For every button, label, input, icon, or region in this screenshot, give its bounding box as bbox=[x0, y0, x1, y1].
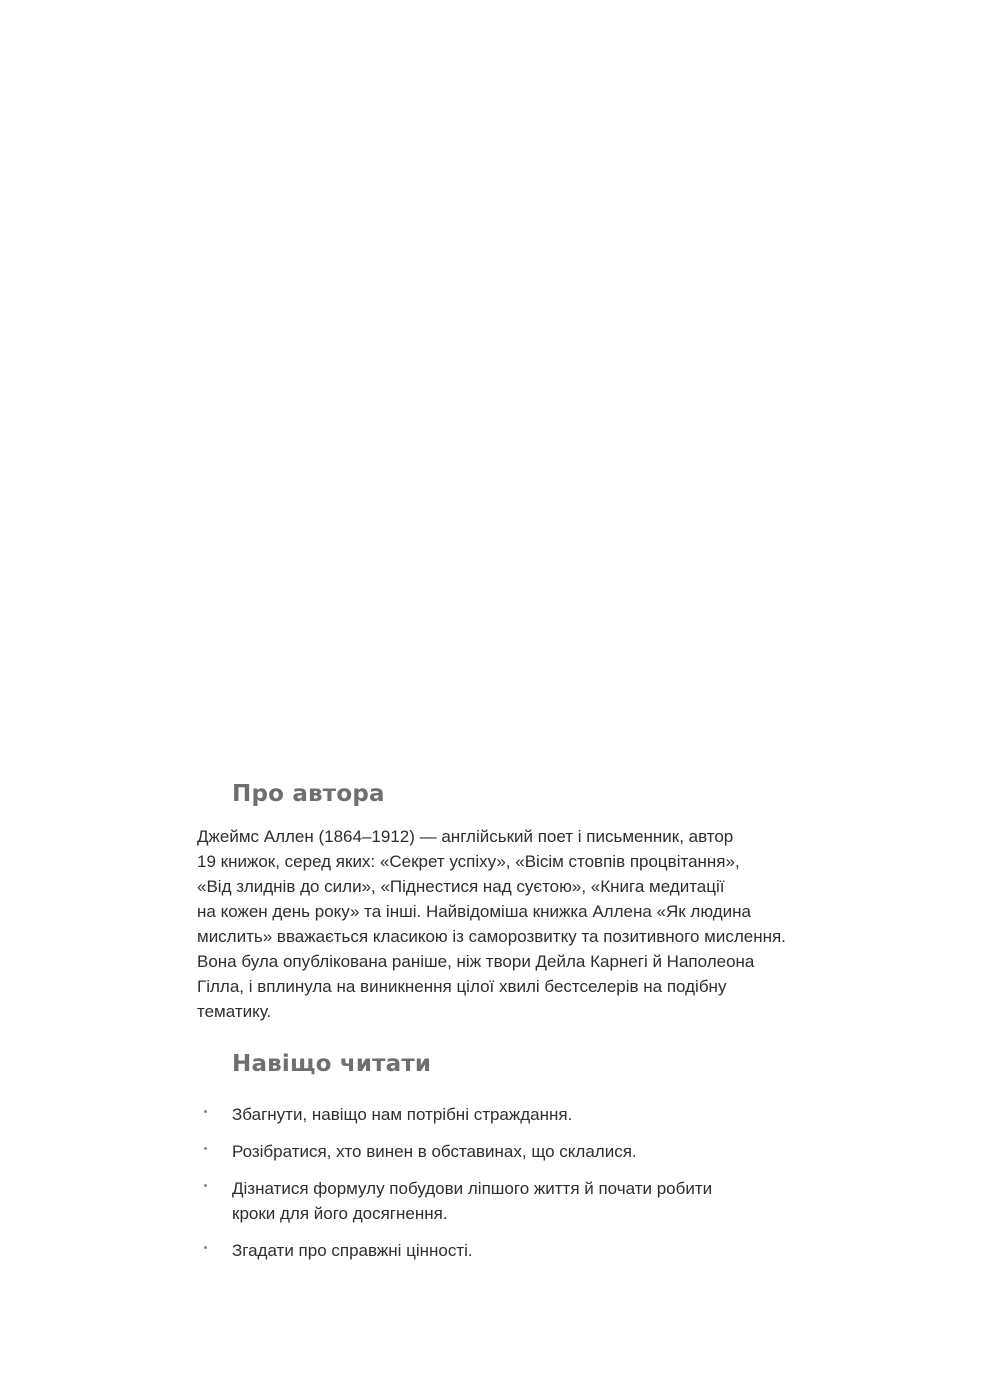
about-author-paragraph bbox=[197, 824, 837, 1024]
list-item bbox=[197, 1102, 837, 1127]
list-item-text: Збагнути, навіщо нам потрібні страждання. bbox=[232, 1105, 573, 1124]
list-item bbox=[197, 1238, 837, 1263]
paragraph-line: тематику. bbox=[197, 1002, 272, 1021]
list-item-text: Дізнатися формулу побудови ліпшого життя й почати робити bbox=[232, 1179, 713, 1198]
paragraph-line: 19 книжок, серед яких: «Секрет успіху», «Вісім стовпів процвітання», bbox=[197, 852, 740, 871]
page-content bbox=[197, 778, 837, 1275]
list-item-text: кроки для його досягнення. bbox=[232, 1204, 448, 1223]
bullet-icon bbox=[204, 1110, 207, 1113]
bullet-icon bbox=[204, 1246, 207, 1249]
paragraph-line: «Від злиднів до сили», «Піднестися над суєтою», «Книга медитації bbox=[197, 877, 725, 896]
paragraph-line: Гілла, і вплинула на виникнення цілої хвилі бестселерів на подібну bbox=[197, 977, 727, 996]
paragraph-line: на кожен день року» та інші. Найвідоміша книжка Аллена «Як людина bbox=[197, 902, 751, 921]
paragraph-line: Джеймс Аллен (1864–1912) — англійський поет і письменник, автор bbox=[197, 827, 734, 846]
list-item-text: Згадати про справжні цінності. bbox=[232, 1241, 473, 1260]
list-item bbox=[197, 1176, 837, 1226]
paragraph-line: Вона була опублікована раніше, ніж твори Дейла Карнегі й Наполеона bbox=[197, 952, 755, 971]
paragraph-line: мислить» вважається класикою із саморозвитку та позитивного мислення. bbox=[197, 927, 786, 946]
bullet-icon bbox=[204, 1147, 207, 1150]
bullet-icon bbox=[204, 1184, 207, 1187]
why-read-heading: Навіщо читати bbox=[232, 1051, 432, 1077]
list-item bbox=[197, 1139, 837, 1164]
about-author-heading: Про автора bbox=[232, 781, 385, 807]
why-read-list bbox=[197, 1102, 837, 1263]
list-item-text: Розібратися, хто винен в обставинах, що склалися. bbox=[232, 1142, 637, 1161]
